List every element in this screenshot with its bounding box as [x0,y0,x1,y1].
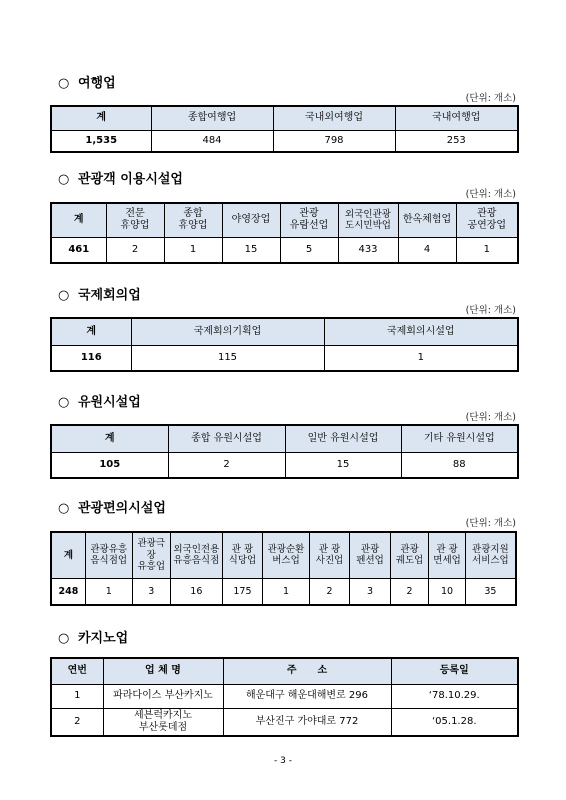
table-row [51,452,518,478]
table-cell: 433 [338,237,398,263]
table-cell: 1 [324,345,518,371]
table-cell: 4 [398,237,456,263]
header-cell: 관광 펜션업 [350,532,391,578]
header-cell: 종합 휴양업 [164,203,222,237]
table-cell: 2 [106,237,164,263]
header-cell: 관광 공연장업 [456,203,518,237]
table-cell: 1 [51,684,103,708]
table-header-row [51,425,518,452]
table-row [51,578,516,605]
header-cell: 관 광 식당업 [222,532,263,578]
header-cell: 계 [51,425,168,452]
table-cell: 부산진구 가야대로 772 [223,708,391,736]
casino-table [50,657,519,737]
header-cell: 계 [51,106,151,130]
table-row [51,345,518,371]
table-cell: 175 [222,578,263,605]
table-cell: 88 [401,452,518,478]
table-cell: 253 [395,130,518,152]
page-number: - 3 - [274,756,292,766]
table-cell: ‘05.1.28. [391,708,518,736]
header-cell: 국내여행업 [395,106,518,130]
header-cell: 관 광 사진업 [309,532,350,578]
header-cell: 국제회의시설업 [324,318,518,345]
travel-table [50,105,519,153]
header-cell: 관광 궤도업 [390,532,428,578]
table-cell: 해운대구 해운대해변로 296 [223,684,391,708]
table-header-row [51,106,518,130]
section-title-convenience: ○ 관광편의시설업 [58,501,166,516]
table-header-row [51,658,518,684]
table-row [51,684,518,708]
table-cell: 2 [168,452,285,478]
table-cell: 798 [273,130,395,152]
header-cell: 한옥체험업 [398,203,456,237]
table-cell: 5 [280,237,338,263]
total-cell: 248 [51,578,85,605]
header-cell: 외국인전용 유흥음식점 [171,532,223,578]
table-row [51,708,518,736]
table-row [51,130,518,152]
header-cell: 국내외여행업 [273,106,395,130]
header-cell: 계 [51,318,131,345]
table-cell: 2 [390,578,428,605]
section-title-convention: ○ 국제회의업 [58,288,141,303]
table-cell: 3 [350,578,391,605]
total-cell: 116 [51,345,131,371]
header-cell: 야영장업 [222,203,280,237]
table-cell: 세븐럭카지노 부산롯데점 [103,708,223,736]
header-cell: 계 [51,532,85,578]
header-cell: 외국인관광 도시민박업 [338,203,398,237]
convention-table [50,317,519,372]
amusement-table [50,424,519,479]
header-cell: 주 소 [223,658,391,684]
table-cell: 15 [285,452,401,478]
table-cell: 2 [309,578,350,605]
header-cell: 관광지원 서비스업 [465,532,516,578]
header-cell: 전문 휴양업 [106,203,164,237]
table-cell: 10 [429,578,465,605]
table-cell: 2 [51,708,103,736]
total-cell: 1,535 [51,130,151,152]
table-cell: 파라다이스 부산카지노 [103,684,223,708]
tourist-facility-table [50,202,519,264]
table-cell: 1 [456,237,518,263]
table-cell: 1 [263,578,310,605]
table-row [51,237,518,263]
header-cell: 기타 유원시설업 [401,425,518,452]
section-title-tourist-facility: ○ 관광객 이용시설업 [58,172,183,187]
table-cell: 1 [164,237,222,263]
header-cell: 연번 [51,658,103,684]
table-cell: 35 [465,578,516,605]
convenience-table [50,531,517,606]
table-cell: 115 [131,345,324,371]
unit-label: (단위: 개소) [465,305,516,316]
header-cell: 종합여행업 [151,106,273,130]
header-cell: 관광 유람선업 [280,203,338,237]
table-cell: 3 [132,578,170,605]
table-header-row [51,203,518,237]
header-cell: 관광극장 유흥업 [132,532,170,578]
header-cell: 종합 유원시설업 [168,425,285,452]
header-cell: 국제회의기획업 [131,318,324,345]
total-cell: 105 [51,452,168,478]
table-cell: ‘78.10.29. [391,684,518,708]
unit-label: (단위: 개소) [465,189,516,200]
unit-label: (단위: 개소) [465,412,516,423]
header-cell: 일반 유원시설업 [285,425,401,452]
header-cell: 관 광 면세업 [429,532,465,578]
section-title-amusement: ○ 유원시설업 [58,395,141,410]
section-title-travel: ○ 여행업 [58,76,116,91]
unit-label: (단위: 개소) [465,93,516,104]
header-cell: 관광유흥 음식점업 [85,532,132,578]
table-cell: 484 [151,130,273,152]
header-cell: 등록일 [391,658,518,684]
total-cell: 461 [51,237,106,263]
header-cell: 관광순환 버스업 [263,532,310,578]
table-header-row [51,318,518,345]
table-header-row [51,532,516,578]
table-cell: 16 [171,578,223,605]
section-title-casino: ○ 카지노업 [58,631,129,646]
header-cell: 계 [51,203,106,237]
table-cell: 15 [222,237,280,263]
unit-label: (단위: 개소) [465,518,516,529]
table-cell: 1 [85,578,132,605]
header-cell: 업 체 명 [103,658,223,684]
